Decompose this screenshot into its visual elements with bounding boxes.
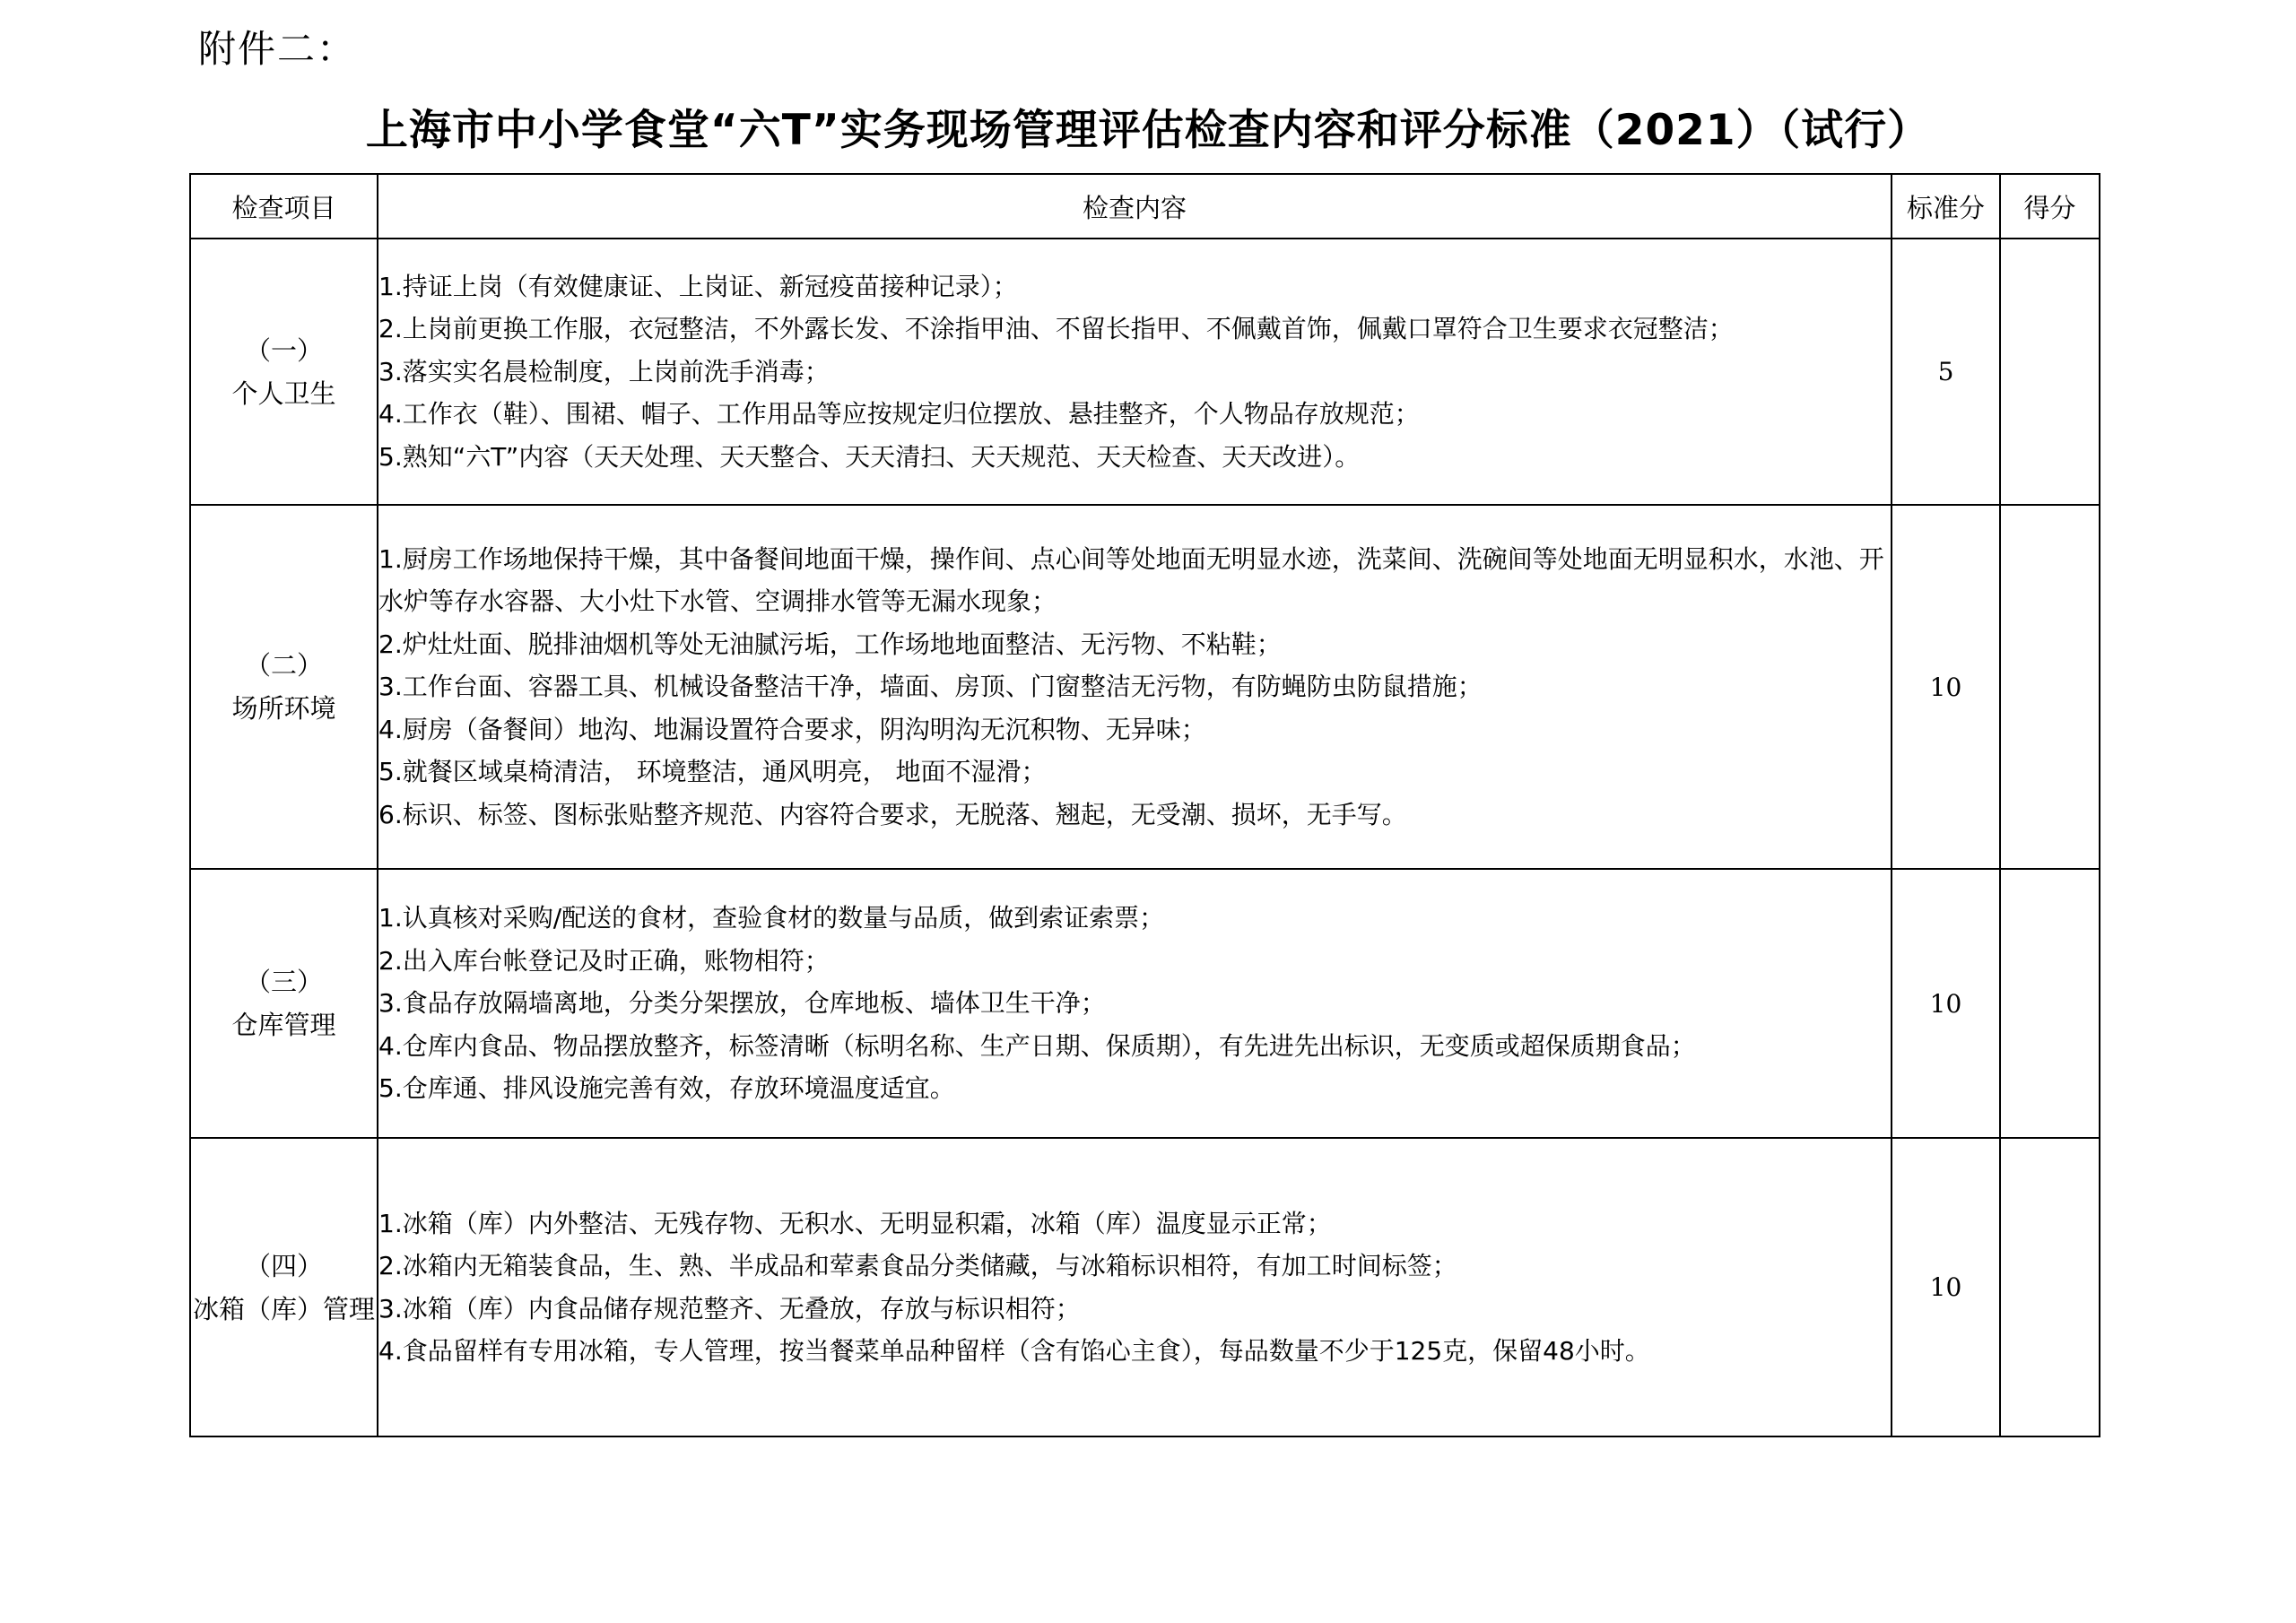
content-line: 6.标识、标签、图标张贴整齐规范、内容符合要求，无脱落、翘起，无受潮、损坏，无手写。 — [378, 799, 1407, 829]
table-row — [190, 505, 2100, 869]
content-line: 4.厨房（备餐间）地沟、地漏设置符合要求，阴沟明沟无沉积物、无异味； — [378, 714, 1206, 744]
content-cell — [378, 505, 1892, 869]
content-line: 5.就餐区域桌椅清洁， 环境整洁，通风明亮， 地面不湿滑； — [378, 757, 1047, 787]
content-line: 2.炉灶灶面、脱排油烟机等处无油腻污垢，工作场地地面整洁、无污物、不粘鞋； — [378, 629, 1282, 659]
content-cell — [378, 239, 1892, 505]
header-score-obtained: 得分 — [2000, 174, 2100, 239]
item-name: 冰箱（库）管理 — [192, 1293, 375, 1324]
content-line: 1.持证上岗（有效健康证、上岗证、新冠疫苗接种记录）； — [378, 271, 1018, 301]
score-obtained-cell[interactable] — [2000, 869, 2100, 1138]
attachment-label: 附件二： — [198, 27, 357, 71]
header-content: 检查内容 — [378, 174, 1892, 239]
content-cell — [378, 869, 1892, 1138]
content-cell — [378, 1138, 1892, 1436]
content-line: 3.落实实名晨检制度，上岗前洗手消毒； — [378, 356, 830, 386]
content-line: 4.食品留样有专用冰箱，专人管理，按当餐菜单品种留样（含有馅心主食），每品数量不少于125克，保留48小时。 — [378, 1336, 1650, 1366]
table-row — [190, 1138, 2100, 1436]
item-cell — [190, 505, 378, 869]
content-line: 5.熟知“六T”内容（天天处理、天天整合、天天清扫、天天规范、天天检查、天天改进）。 — [378, 441, 1361, 472]
item-name: 个人卫生 — [231, 378, 336, 409]
item-name: 场所环境 — [231, 693, 336, 724]
item-cell — [190, 1138, 378, 1436]
score-obtained-cell[interactable] — [2000, 505, 2100, 869]
item-name: 仓库管理 — [231, 1010, 336, 1040]
header-standard-score: 标准分 — [1892, 174, 2000, 239]
content-line: 1.厨房工作场地保持干燥，其中备餐间地面干燥，操作间、点心间等处地面无明显水迹，洗菜间、洗碗间等处地面无明显积水，水池、开水炉等存水容器、大小灶下水管、空调排水管等无漏水现象； — [378, 543, 1884, 617]
table-row — [190, 239, 2100, 505]
content-line: 2.出入库台帐登记及时正确，账物相符； — [378, 945, 830, 976]
header-item: 检查项目 — [190, 174, 378, 239]
content-line: 2.上岗前更换工作服，衣冠整洁，不外露长发、不涂指甲油、不留长指甲、不佩戴首饰，佩戴口罩符合卫生要求衣冠整洁； — [378, 314, 1734, 344]
content-line: 3.工作台面、容器工具、机械设备整洁干净，墙面、房顶、门窗整洁无污物，有防蝇防虫防鼠措施； — [378, 672, 1483, 702]
content-line: 3.食品存放隔墙离地，分类分架摆放，仓库地板、墙体卫生干净； — [378, 988, 1106, 1019]
standard-score-cell: 10 — [1892, 505, 2000, 869]
document-title: 上海市中小学食堂“六T”实务现场管理评估检查内容和评分标准（2021）（试行） — [365, 106, 1931, 155]
item-number: （三） — [244, 967, 323, 997]
item-cell — [190, 239, 378, 505]
table-header-row — [190, 174, 2100, 239]
content-line: 2.冰箱内无箱装食品，生、熟、半成品和荤素食品分类储藏，与冰箱标识相符，有加工时间标签； — [378, 1251, 1457, 1280]
score-obtained-cell[interactable] — [2000, 239, 2100, 505]
item-number: （一） — [244, 334, 323, 366]
table-row — [190, 869, 2100, 1138]
item-number: （二） — [244, 650, 323, 681]
content-line: 4.工作衣（鞋）、围裙、帽子、工作用品等应按规定归位摆放、悬挂整齐，个人物品存放规范； — [378, 399, 1420, 430]
content-line: 1.冰箱（库）内外整洁、无残存物、无积水、无明显积霜，冰箱（库）温度显示正常； — [378, 1208, 1332, 1238]
content-line: 1.认真核对采购/配送的食材，查验食材的数量与品质，做到索证索票； — [378, 903, 1165, 933]
content-line: 5.仓库通、排风设施完善有效，存放环境温度适宜。 — [378, 1073, 955, 1104]
content-line: 4.仓库内食品、物品摆放整齐，标签清晰（标明名称、生产日期、保质期），有先进先出标识，无变质或超保质期食品； — [378, 1030, 1696, 1061]
item-cell — [190, 869, 378, 1138]
standard-score-cell: 10 — [1892, 869, 2000, 1138]
standard-score-cell: 5 — [1892, 239, 2000, 505]
standard-score-cell: 10 — [1892, 1138, 2000, 1436]
content-line: 3.冰箱（库）内食品储存规范整齐、无叠放，存放与标识相符； — [378, 1293, 1081, 1324]
evaluation-table — [189, 173, 2100, 1437]
item-number: （四） — [244, 1250, 323, 1281]
score-obtained-cell[interactable] — [2000, 1138, 2100, 1436]
